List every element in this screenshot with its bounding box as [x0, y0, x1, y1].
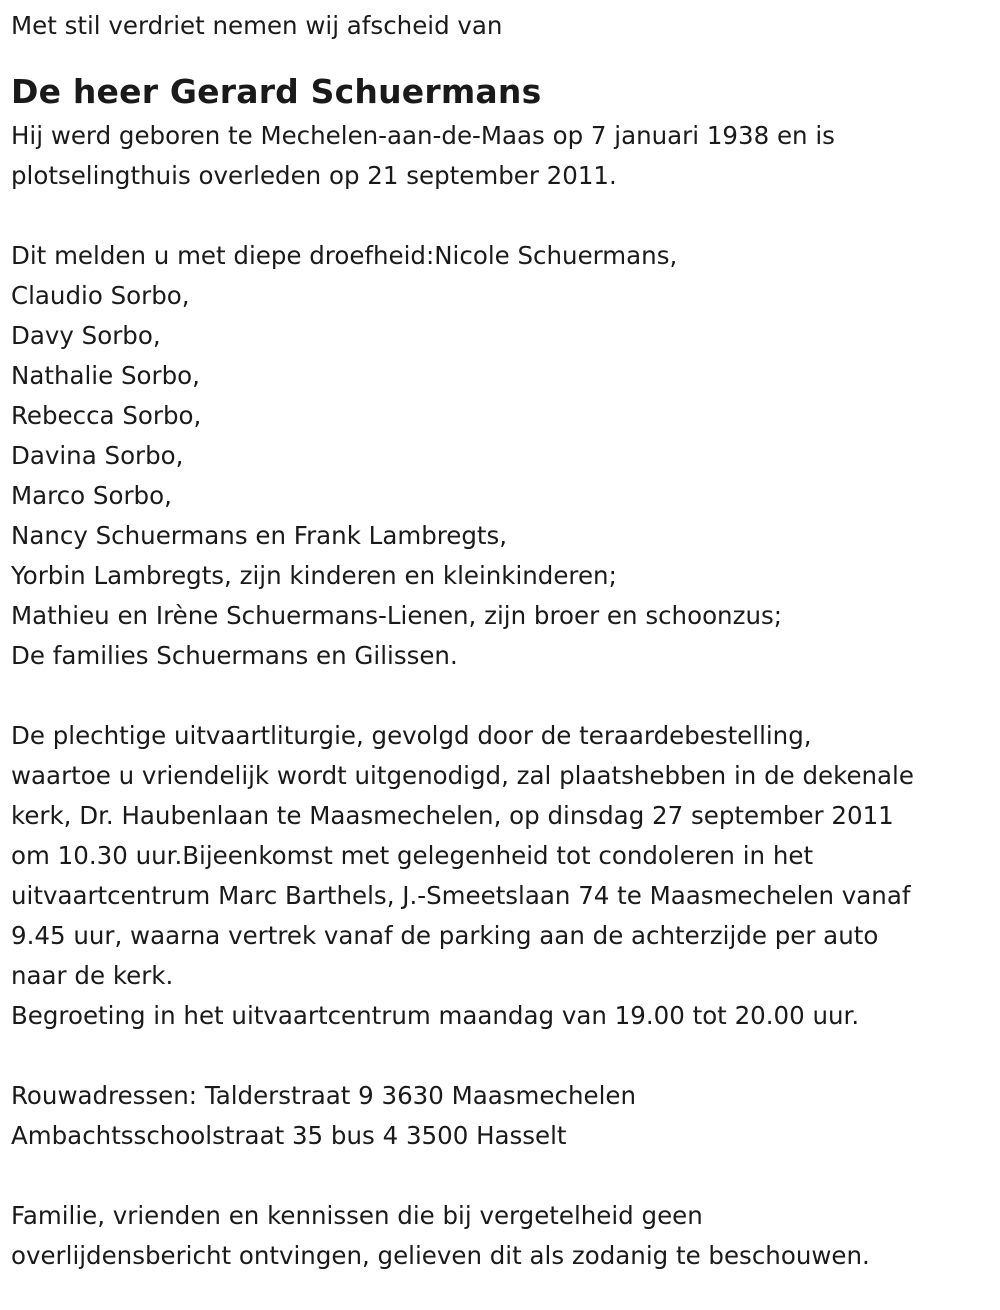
mourner-line: Yorbin Lambregts, zijn kinderen en kleinkinderen; — [11, 561, 617, 590]
mourner-line: Davy Sorbo, — [11, 321, 161, 350]
mourner-line: De families Schuermans en Gilissen. — [11, 641, 458, 670]
mourner-line: Dit melden u met diepe droefheid:Nicole Schuermans, — [11, 241, 678, 270]
spacer — [11, 196, 1000, 236]
paragraph-line: waartoe u vriendelijk wordt uitgenodigd, zal plaatshebben in de dekenale — [11, 761, 914, 790]
paragraph-line: overlijdensbericht ontvingen, gelieven dit als zodanig te beschouwen. — [11, 1241, 870, 1270]
paragraph-line: De plechtige uitvaartliturgie, gevolgd door de teraardebestelling, — [11, 721, 812, 750]
mourner-line: Davina Sorbo, — [11, 441, 184, 470]
addresses-paragraph — [11, 1076, 1000, 1156]
paragraph-line: Hij werd geboren te Mechelen-aan-de-Maas op 7 januari 1938 en is — [11, 121, 835, 150]
address-line: Ambachtsschoolstraat 35 bus 4 3500 Hasselt — [11, 1121, 567, 1150]
paragraph-line: plotselingthuis overleden op 21 september 2011. — [11, 161, 617, 190]
deceased-name: De heer Gerard Schuermans — [11, 72, 542, 111]
spacer — [11, 676, 1000, 716]
mourner-line: Claudio Sorbo, — [11, 281, 190, 310]
mourner-line: Nathalie Sorbo, — [11, 361, 200, 390]
intro-line: Met stil verdriet nemen wij afscheid van — [11, 11, 503, 40]
spacer — [11, 1036, 1000, 1076]
mourner-line: Marco Sorbo, — [11, 481, 172, 510]
paragraph-line: naar de kerk. — [11, 961, 174, 990]
mourner-line: Nancy Schuermans en Frank Lambregts, — [11, 521, 508, 550]
birth-death-paragraph — [11, 116, 1000, 196]
paragraph-line: uitvaartcentrum Marc Barthels, J.-Smeetslaan 74 te Maasmechelen vanaf — [11, 881, 911, 910]
paragraph-line: Familie, vrienden en kennissen die bij vergetelheid geen — [11, 1201, 703, 1230]
mourners-list — [11, 236, 1000, 676]
mourner-line: Mathieu en Irène Schuermans-Lienen, zijn broer en schoonzus; — [11, 601, 782, 630]
paragraph-line: Begroeting in het uitvaartcentrum maandag van 19.00 tot 20.00 uur. — [11, 1001, 860, 1030]
closing-paragraph — [11, 1196, 1000, 1276]
paragraph-line: om 10.30 uur.Bijeenkomst met gelegenheid tot condoleren in het — [11, 841, 814, 870]
funeral-paragraph — [11, 716, 1000, 1036]
address-line: Rouwadressen: Talderstraat 9 3630 Maasmechelen — [11, 1081, 636, 1110]
paragraph-line: kerk, Dr. Haubenlaan te Maasmechelen, op dinsdag 27 september 2011 — [11, 801, 894, 830]
spacer — [11, 1156, 1000, 1196]
mourner-line: Rebecca Sorbo, — [11, 401, 202, 430]
paragraph-line: 9.45 uur, waarna vertrek vanaf de parking aan de achterzijde per auto — [11, 921, 879, 950]
